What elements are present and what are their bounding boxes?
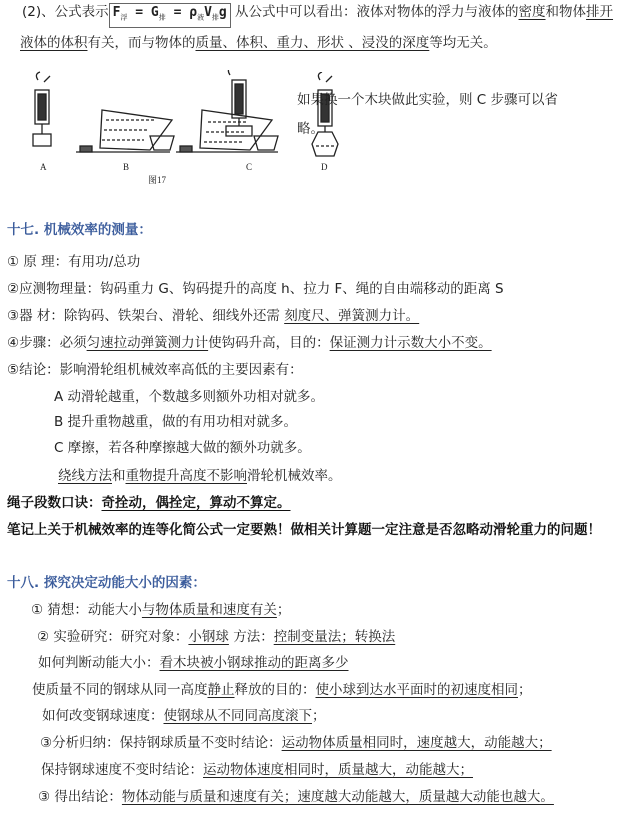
formula-f: F (112, 5, 121, 20)
underlined-answer: 物体动能与质量和速度有关；速度越大动能越大，质量越大动能也越大。 (121, 789, 554, 805)
text-segment: 使质量不同的钢球从同一高度 (32, 682, 208, 698)
underlined-answer: 排开 (586, 4, 614, 20)
text-segment: C 摩擦，若各种摩擦越大做的额外功就多。 (54, 440, 311, 456)
underlined-answer: 静止 (207, 682, 235, 698)
wood-block-note-2: 略。 (297, 121, 324, 137)
buoyancy-formula-box (109, 3, 231, 28)
text-segment: A 动滑轮越重，个数越多则额外功相对就多。 (54, 389, 325, 405)
text-segment: 如何改变钢球速度： (42, 708, 164, 724)
figure-label-a: A (40, 162, 47, 172)
underlined-answer: 保证测力计示数大小不变。 (329, 335, 492, 351)
formula-line-2 (20, 34, 497, 52)
text-segment: 等均无关。 (429, 35, 497, 51)
figure-label-d: D (321, 162, 328, 172)
spring-scale-a (33, 72, 51, 146)
underlined-answer: 使小球到达水平面时的初速度相同 (315, 682, 518, 698)
underlined-answer: 与物体质量和速度有关 (141, 602, 277, 618)
formula-g: = G (127, 5, 159, 20)
formula-gconst: g (218, 5, 227, 20)
section-18-line (31, 601, 290, 619)
formula-rho: = ρ (165, 5, 198, 20)
formula-explanation (231, 4, 613, 20)
formula-v: V (204, 5, 212, 20)
section-17-line (7, 334, 492, 352)
section-18-line (32, 681, 532, 699)
section-18-line (40, 734, 552, 752)
underlined-answer: 运动物体速度相同时，质量越大，动能越大； (203, 762, 473, 778)
underlined-answer: 绕线方法 (58, 468, 112, 484)
formula-sub: 排 (158, 13, 166, 22)
section-18-heading: 十八. 探究决定动能大小的因素： (7, 575, 206, 591)
wood-block-note: 如果换一个木块做此实验，则 C 步骤可以省 (297, 92, 559, 108)
figure-label-c: C (246, 162, 253, 172)
section-17-line (7, 253, 140, 271)
underlined-answer: 液体的体积 (20, 35, 88, 51)
text-segment: 使钩码升高，目的： (208, 335, 330, 351)
text-segment: ； (312, 708, 326, 724)
text-segment: B 提升重物越重，做的有用功相对就多。 (54, 414, 298, 430)
text-segment: ②应测物理量：钩码重力 G、钩码提升的高度 h、拉力 F、绳的自由端移动的距离 S (7, 281, 504, 297)
figure-caption: 图17 (148, 175, 167, 185)
section-17-line (54, 439, 311, 457)
text-segment: 笔记上关于机械效率的连等化简公式一定要熟！做相关计算题一定注意是否忽略动滑轮重力的问题！ (7, 522, 601, 538)
section-17-line (7, 521, 601, 539)
figure-label-b: B (123, 162, 130, 172)
text-segment: ① 猜想：动能大小 (31, 602, 142, 618)
section-17-line (7, 361, 303, 379)
section-18-line (38, 654, 349, 672)
text-segment: 和 (112, 468, 126, 484)
formula-sub: 浮 (120, 13, 128, 22)
section-17-line (58, 467, 342, 485)
underlined-answer: 刻度尺、弹簧测力计。 (284, 308, 420, 324)
section-17-heading: 十七. 机械效率的测量： (7, 222, 152, 238)
formula-prefix: (2)、公式表示 (22, 4, 109, 20)
underlined-answer: 质量、体积、重力、形状 、浸没的深度 (195, 35, 430, 51)
section-18-line (42, 707, 326, 725)
text-segment: ④步骤：必须 (7, 335, 87, 351)
text-segment: 绳子段数口诀： (7, 495, 102, 511)
text-segment: ③分析归纳：保持钢球质量不变时结论： (40, 735, 282, 751)
text-segment: 有关，而与物体的 (87, 35, 196, 51)
experiment-figure-17 (20, 70, 290, 190)
underlined-answer: 密度 (518, 4, 546, 20)
text-segment: 如何判断动能大小： (38, 655, 160, 671)
text-segment: 滑轮机械效率。 (247, 468, 342, 484)
formula-sub: 排 (211, 13, 219, 22)
section-17-line (7, 307, 419, 325)
section-18-line (41, 761, 473, 779)
text-segment: 释放的目的： (234, 682, 316, 698)
text-segment: 从公式中可以看出：液体对物体的浮力与液体的 (230, 4, 519, 20)
formula-line (22, 3, 613, 28)
section-18-line (37, 628, 395, 646)
text-segment: 方法： (228, 629, 274, 645)
text-segment: ⑤结论：影响滑轮组机械效率高低的主要因素有： (7, 362, 303, 378)
section-17-line (54, 388, 324, 406)
section-17-line (54, 413, 297, 431)
underlined-answer: 控制变量法；转换法 (273, 629, 396, 645)
underlined-answer: 看木块被小钢球推动的距离多少 (159, 655, 349, 671)
section-17-line (7, 494, 291, 512)
text-segment: ② 实验研究：研究对象： (37, 629, 189, 645)
text-segment: ； (276, 602, 291, 618)
underlined-answer: 运动物体质量相同时，速度越大，动能越大； (281, 735, 552, 751)
underlined-answer: 小钢球 (188, 629, 229, 645)
text-segment: 保持钢球速度不变时结论： (41, 762, 203, 778)
text-segment: ③器 材：除钩码、铁架台、滑轮、细线外还需 (7, 308, 285, 324)
underlined-answer: 重物提升高度不影响 (125, 468, 247, 484)
spring-scale-c (176, 70, 278, 152)
underlined-answer: 匀速拉动弹簧测力计 (86, 335, 209, 351)
overflow-can-b (76, 110, 174, 152)
section-17-line (7, 280, 504, 298)
underlined-answer: 使钢球从不同同高度滚下 (163, 708, 312, 724)
formula-sub: 液 (197, 13, 205, 22)
text-segment: ① 原 理：有用功/总功 (7, 254, 141, 270)
text-segment: ； (518, 682, 532, 698)
section-18-line (38, 788, 554, 806)
text-segment: 和物体 (545, 4, 587, 20)
text-segment: ③ 得出结论： (38, 789, 122, 805)
underlined-answer: 奇拴动，偶拴定，算动不算定。 (101, 495, 291, 511)
